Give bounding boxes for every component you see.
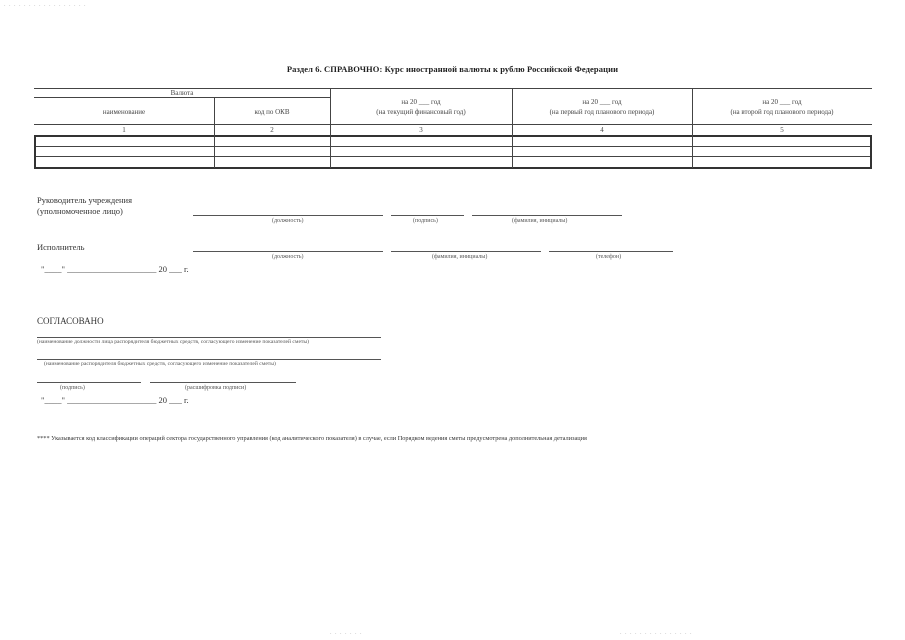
col3-header-caption: (на текущий финансовый год) bbox=[376, 108, 466, 116]
head-signature-line bbox=[391, 215, 464, 216]
table-bottom-border bbox=[34, 167, 872, 169]
executor-caption-name: (фамилия, инициалы) bbox=[432, 254, 488, 260]
row-line-2 bbox=[34, 156, 872, 157]
executor-caption-phone: (телефон) bbox=[596, 254, 622, 260]
numbers-bottom-border bbox=[34, 135, 872, 137]
col-name-header: наименование bbox=[102, 108, 146, 116]
approval-caption-decode: (расшифровка подписи) bbox=[185, 385, 247, 391]
head-name-line bbox=[472, 215, 622, 216]
col5-header-caption: (на второй год планового периода) bbox=[730, 108, 834, 116]
col5-header-year: на 20 ___ год bbox=[762, 98, 802, 106]
head-caption-name: (фамилия, инициалы) bbox=[512, 218, 568, 224]
row-line-1 bbox=[34, 146, 872, 147]
col-number-3: 3 bbox=[419, 126, 423, 134]
col4-header-year: на 20 ___ год bbox=[582, 98, 622, 106]
table-left-border bbox=[34, 136, 36, 168]
approval-caption-org: (наименование распорядителя бюджетных средств, согласующего изменение показателей сметы) bbox=[44, 361, 276, 367]
head-caption-position: (должность) bbox=[272, 218, 304, 224]
col-number-2: 2 bbox=[270, 126, 274, 134]
executor-caption-position: (должность) bbox=[272, 254, 304, 260]
executor-phone-line bbox=[549, 251, 673, 252]
approval-date-line: "____" _____________________ 20 ___ г. bbox=[41, 395, 189, 405]
col-number-4: 4 bbox=[600, 126, 604, 134]
approval-position-line bbox=[37, 337, 381, 338]
footnote-text: **** Указывается код классификации операций сектора государственного управления (код аналитического показателя) в случае, если Порядком ведения сметы предусмотрена дополнительная детализация bbox=[37, 435, 587, 442]
approval-caption-position: (наименование должности лица распорядителя бюджетных средств, согласующего изменение показателей сметы) bbox=[37, 339, 310, 345]
approval-caption-signature: (подпись) bbox=[60, 385, 85, 391]
currency-group-header: Валюта bbox=[170, 89, 194, 97]
col3-header-year: на 20 ___ год bbox=[401, 98, 441, 106]
section-title: Раздел 6. СПРАВОЧНО: Курс иностранной валюты к рублю Российской Федерации bbox=[286, 64, 619, 74]
scan-artifact-dots-bottom: . . . . . . . bbox=[330, 630, 363, 636]
col-okv-header: код по ОКВ bbox=[254, 108, 290, 116]
executor-position-line bbox=[193, 251, 383, 252]
header-bottom-border bbox=[34, 124, 872, 125]
approval-signature-line bbox=[37, 382, 141, 383]
scan-artifact-dots: . . . . . . . . . . . . . . . . . bbox=[4, 2, 87, 8]
table-right-border bbox=[870, 136, 872, 168]
scan-artifact-dots-bottom-right: . . . . . . . . . . . . . . . bbox=[620, 630, 693, 636]
currency-rate-table bbox=[34, 88, 872, 180]
approval-decode-line bbox=[150, 382, 296, 383]
head-title-line1: Руководитель учреждения bbox=[37, 195, 133, 205]
col4-header-caption: (на первый год планового периода) bbox=[549, 108, 655, 116]
executor-date-line: "____" _____________________ 20 ___ г. bbox=[41, 264, 189, 274]
col-number-1: 1 bbox=[122, 126, 126, 134]
col-number-5: 5 bbox=[780, 126, 784, 134]
head-position-line bbox=[193, 215, 383, 216]
approval-org-line bbox=[37, 359, 381, 360]
executor-label: Исполнитель bbox=[37, 242, 85, 252]
head-title-line2: (уполномоченное лицо) bbox=[37, 206, 123, 216]
approval-title: СОГЛАСОВАНО bbox=[37, 316, 104, 326]
head-caption-signature: (подпись) bbox=[413, 218, 438, 224]
executor-name-line bbox=[391, 251, 541, 252]
